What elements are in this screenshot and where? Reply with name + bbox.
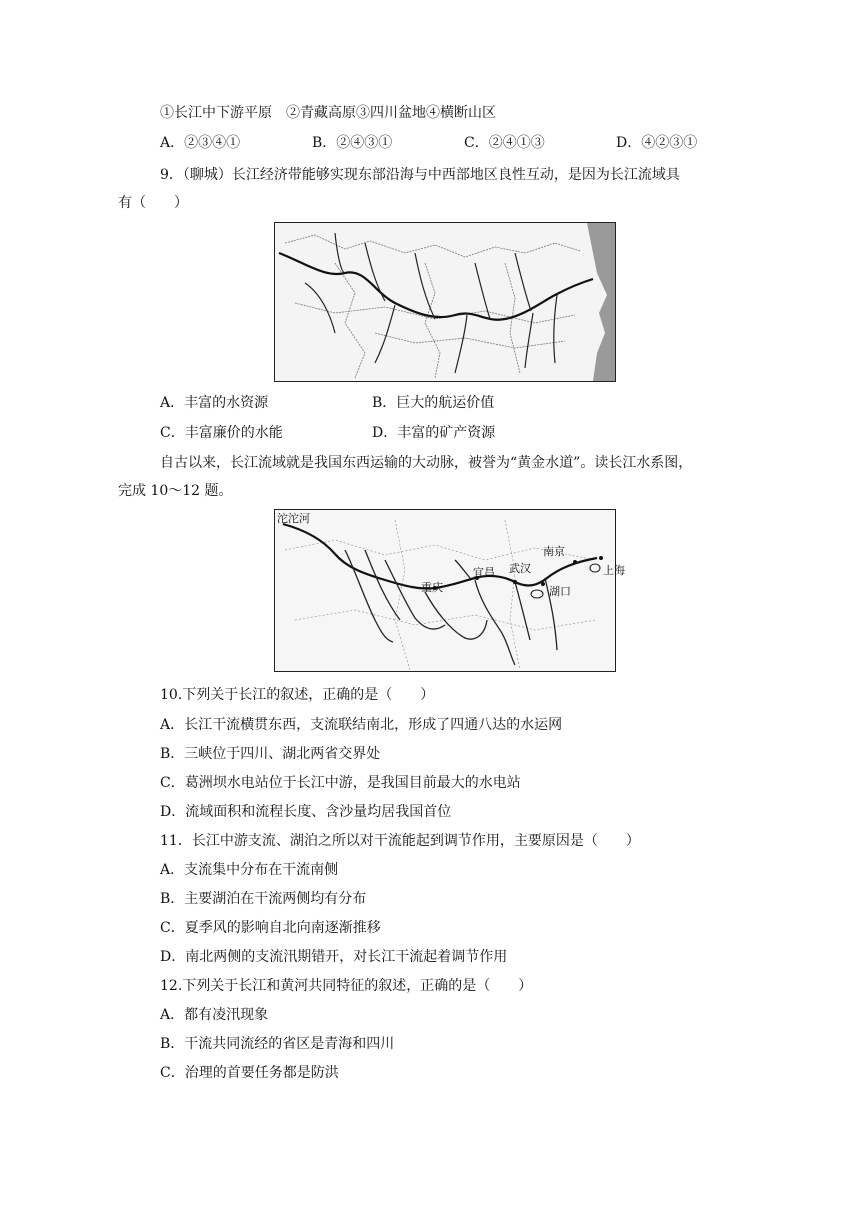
q9-stem-line1: 9．（聊城）长江经济带能够实现东部沿海与中西部地区良性互动，是因为长江流域具 [160, 167, 680, 183]
label-tuotuohe: 沱沱河 [277, 512, 310, 525]
q8-option-b: B．②④③① [312, 135, 393, 151]
label-yichang: 宜昌 [473, 566, 495, 579]
q11-stem: 11．长江中游支流、湖泊之所以对干流能起到调节作用，主要原因是（ ） [160, 833, 640, 849]
label-chongqing: 重庆 [421, 581, 443, 594]
q9-option-a: A．丰富的水资源 [160, 395, 269, 411]
intro-line2: 完成 10～12 题。 [118, 483, 233, 499]
intro-line1: 自古以来，长江流域就是我国东西运输的大动脉，被誉为“黄金水道”。读长江水系图， [160, 455, 693, 471]
q10-option-a: A．长江干流横贯东西，支流联结南北，形成了四通八达的水运网 [160, 717, 563, 733]
q11-option-d: D．南北两侧的支流汛期错开，对长江干流起着调节作用 [160, 949, 508, 965]
label-hukou: 湖口 [549, 585, 571, 598]
q10-option-d: D．流域面积和流程长度、含沙量均居我国首位 [160, 804, 452, 820]
q8-option-a: A．②③④① [160, 135, 241, 151]
q12-option-a: A．都有凌汛现象 [160, 1007, 269, 1023]
q12-option-c: C．治理的首要任务都是防洪 [160, 1065, 339, 1081]
q11-option-a: A．支流集中分布在干流南侧 [160, 862, 339, 878]
q11-option-c: C．夏季风的影响自北向南逐渐推移 [160, 920, 381, 936]
q9-stem-line2: 有（ ） [118, 195, 188, 211]
q12-option-b: B．干流共同流经的省区是青海和四川 [160, 1036, 395, 1052]
yangtze-river-system-map [274, 509, 625, 672]
yangtze-river-system-map-svg [275, 510, 625, 671]
yangtze-basin-map [274, 222, 616, 382]
label-shanghai: 上海 [603, 564, 625, 577]
q9-option-d: D．丰富的矿产资源 [372, 425, 496, 441]
q8-option-d: D．④②③① [616, 135, 698, 151]
q9-option-b: B．巨大的航运价值 [372, 395, 495, 411]
q8-option-c: C．②④①③ [464, 135, 545, 151]
q11-option-b: B．主要湖泊在干流两侧均有分布 [160, 891, 367, 907]
label-nanjing: 南京 [543, 545, 565, 558]
yangtze-basin-map-svg [275, 223, 615, 381]
label-wuhan: 武汉 [509, 562, 531, 575]
q12-stem: 12.下列关于长江和黄河共同特征的叙述，正确的是（ ） [160, 978, 533, 994]
q10-option-c: C．葛洲坝水电站位于长江中游，是我国目前最大的水电站 [160, 775, 521, 791]
q10-stem: 10.下列关于长江的叙述，正确的是（ ） [160, 687, 435, 703]
q9-option-c: C．丰富廉价的水能 [160, 425, 283, 441]
q10-option-b: B．三峡位于四川、湖北两省交界处 [160, 746, 381, 762]
q8-stem: ①长江中下游平原 ②青藏高原③四川盆地④横断山区 [160, 105, 496, 121]
